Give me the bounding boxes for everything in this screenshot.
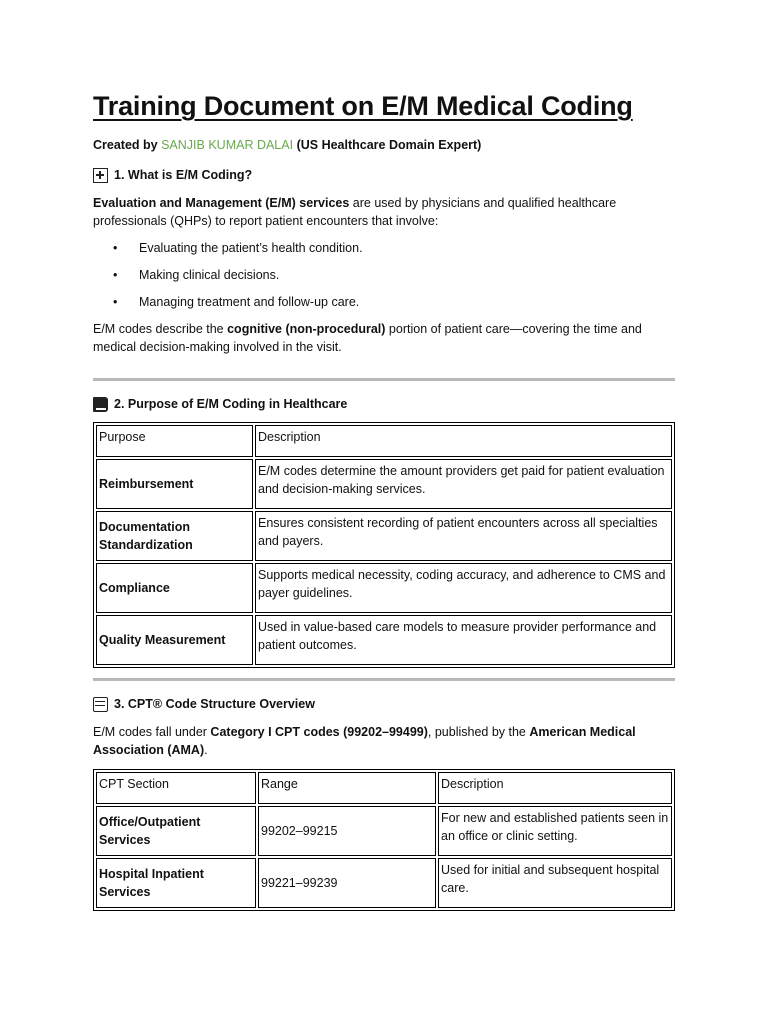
byline-prefix: Created by (93, 138, 158, 152)
table-cell-section: Office/Outpatient Services (96, 806, 256, 856)
table-header-row (96, 772, 672, 804)
table-cell-range: 99202–99215 (258, 806, 436, 856)
table-cell-description: E/M codes determine the amount providers get paid for patient evaluation and decision-making services. (255, 459, 672, 509)
section3-intro-pre: E/M codes fall under (93, 725, 211, 739)
table-header-cell: Range (258, 772, 436, 804)
table-cell-purpose: Documentation Standardization (96, 511, 253, 561)
section-divider (93, 378, 675, 381)
table-row (96, 858, 672, 908)
table-header-cell: Description (438, 772, 672, 804)
section1-outro (93, 320, 675, 356)
section1-outro-bold: cognitive (non-procedural) (227, 322, 386, 336)
table-header-cell: Purpose (96, 425, 253, 457)
list-item: • Making clinical decisions. (93, 266, 675, 284)
table-row (96, 511, 672, 561)
section1-bullet-list (93, 239, 675, 311)
table-cell-purpose: Quality Measurement (96, 615, 253, 665)
section1-intro-bold: Evaluation and Management (E/M) services (93, 196, 350, 210)
table-row (96, 459, 672, 509)
table-row (96, 563, 672, 613)
section3-heading-text: 3. CPT® Code Structure Overview (114, 697, 315, 711)
book-icon (93, 397, 108, 412)
table-cell-purpose: Compliance (96, 563, 253, 613)
section1-intro (93, 194, 675, 230)
file-cabinet-icon (93, 697, 108, 712)
table-cell-description: Ensures consistent recording of patient encounters across all specialties and payers. (255, 511, 672, 561)
section1-heading (93, 166, 675, 184)
table-cell-purpose: Reimbursement (96, 459, 253, 509)
section1-outro-pre: E/M codes describe the (93, 322, 228, 336)
section1-heading-text: 1. What is E/M Coding? (114, 168, 253, 182)
cpt-table (93, 769, 675, 911)
table-row (96, 806, 672, 856)
section3-intro-bold-ama: American Medical Association (AMA) (93, 725, 636, 757)
table-cell-section: Hospital Inpatient Services (96, 858, 256, 908)
section1-intro-rest: are used by physicians and qualified healthcare professionals (QHPs) to report patient encounters that involve: (93, 196, 617, 228)
clinic-icon (93, 168, 108, 183)
section3-intro-bold-cpt: Category I CPT codes (99202–99499) (210, 725, 428, 739)
byline-author: SANJIB KUMAR DALAI (161, 138, 294, 152)
document-content (93, 88, 675, 911)
table-cell-description: Supports medical necessity, coding accuracy, and adherence to CMS and payer guidelines. (255, 563, 672, 613)
list-item: • Evaluating the patient’s health condition. (93, 239, 675, 257)
table-header-row (96, 425, 672, 457)
section2-heading (93, 395, 675, 413)
table-header-cell: CPT Section (96, 772, 256, 804)
table-cell-description: Used in value-based care models to measure provider performance and patient outcomes. (255, 615, 672, 665)
table-cell-description: For new and established patients seen in an office or clinic setting. (438, 806, 672, 856)
table-cell-description: Used for initial and subsequent hospital care. (438, 858, 672, 908)
byline (93, 136, 675, 154)
section3-intro-mid: , published by the (427, 725, 530, 739)
document-title: Training Document on E/M Medical Coding (93, 91, 633, 121)
list-item: • Managing treatment and follow-up care. (93, 293, 675, 311)
section3-heading (93, 695, 675, 713)
section2-heading-text: 2. Purpose of E/M Coding in Healthcare (114, 397, 348, 411)
byline-suffix: (US Healthcare Domain Expert) (296, 138, 482, 152)
table-cell-range: 99221–99239 (258, 858, 436, 908)
section3-intro (93, 723, 675, 759)
section3-intro-end: . (204, 743, 208, 757)
section1-outro-post: portion of patient care—covering the time and medical decision-making involved in the visit. (93, 322, 642, 354)
purpose-table (93, 422, 675, 668)
table-row (96, 615, 672, 665)
table-header-cell: Description (255, 425, 672, 457)
section-divider (93, 678, 675, 681)
